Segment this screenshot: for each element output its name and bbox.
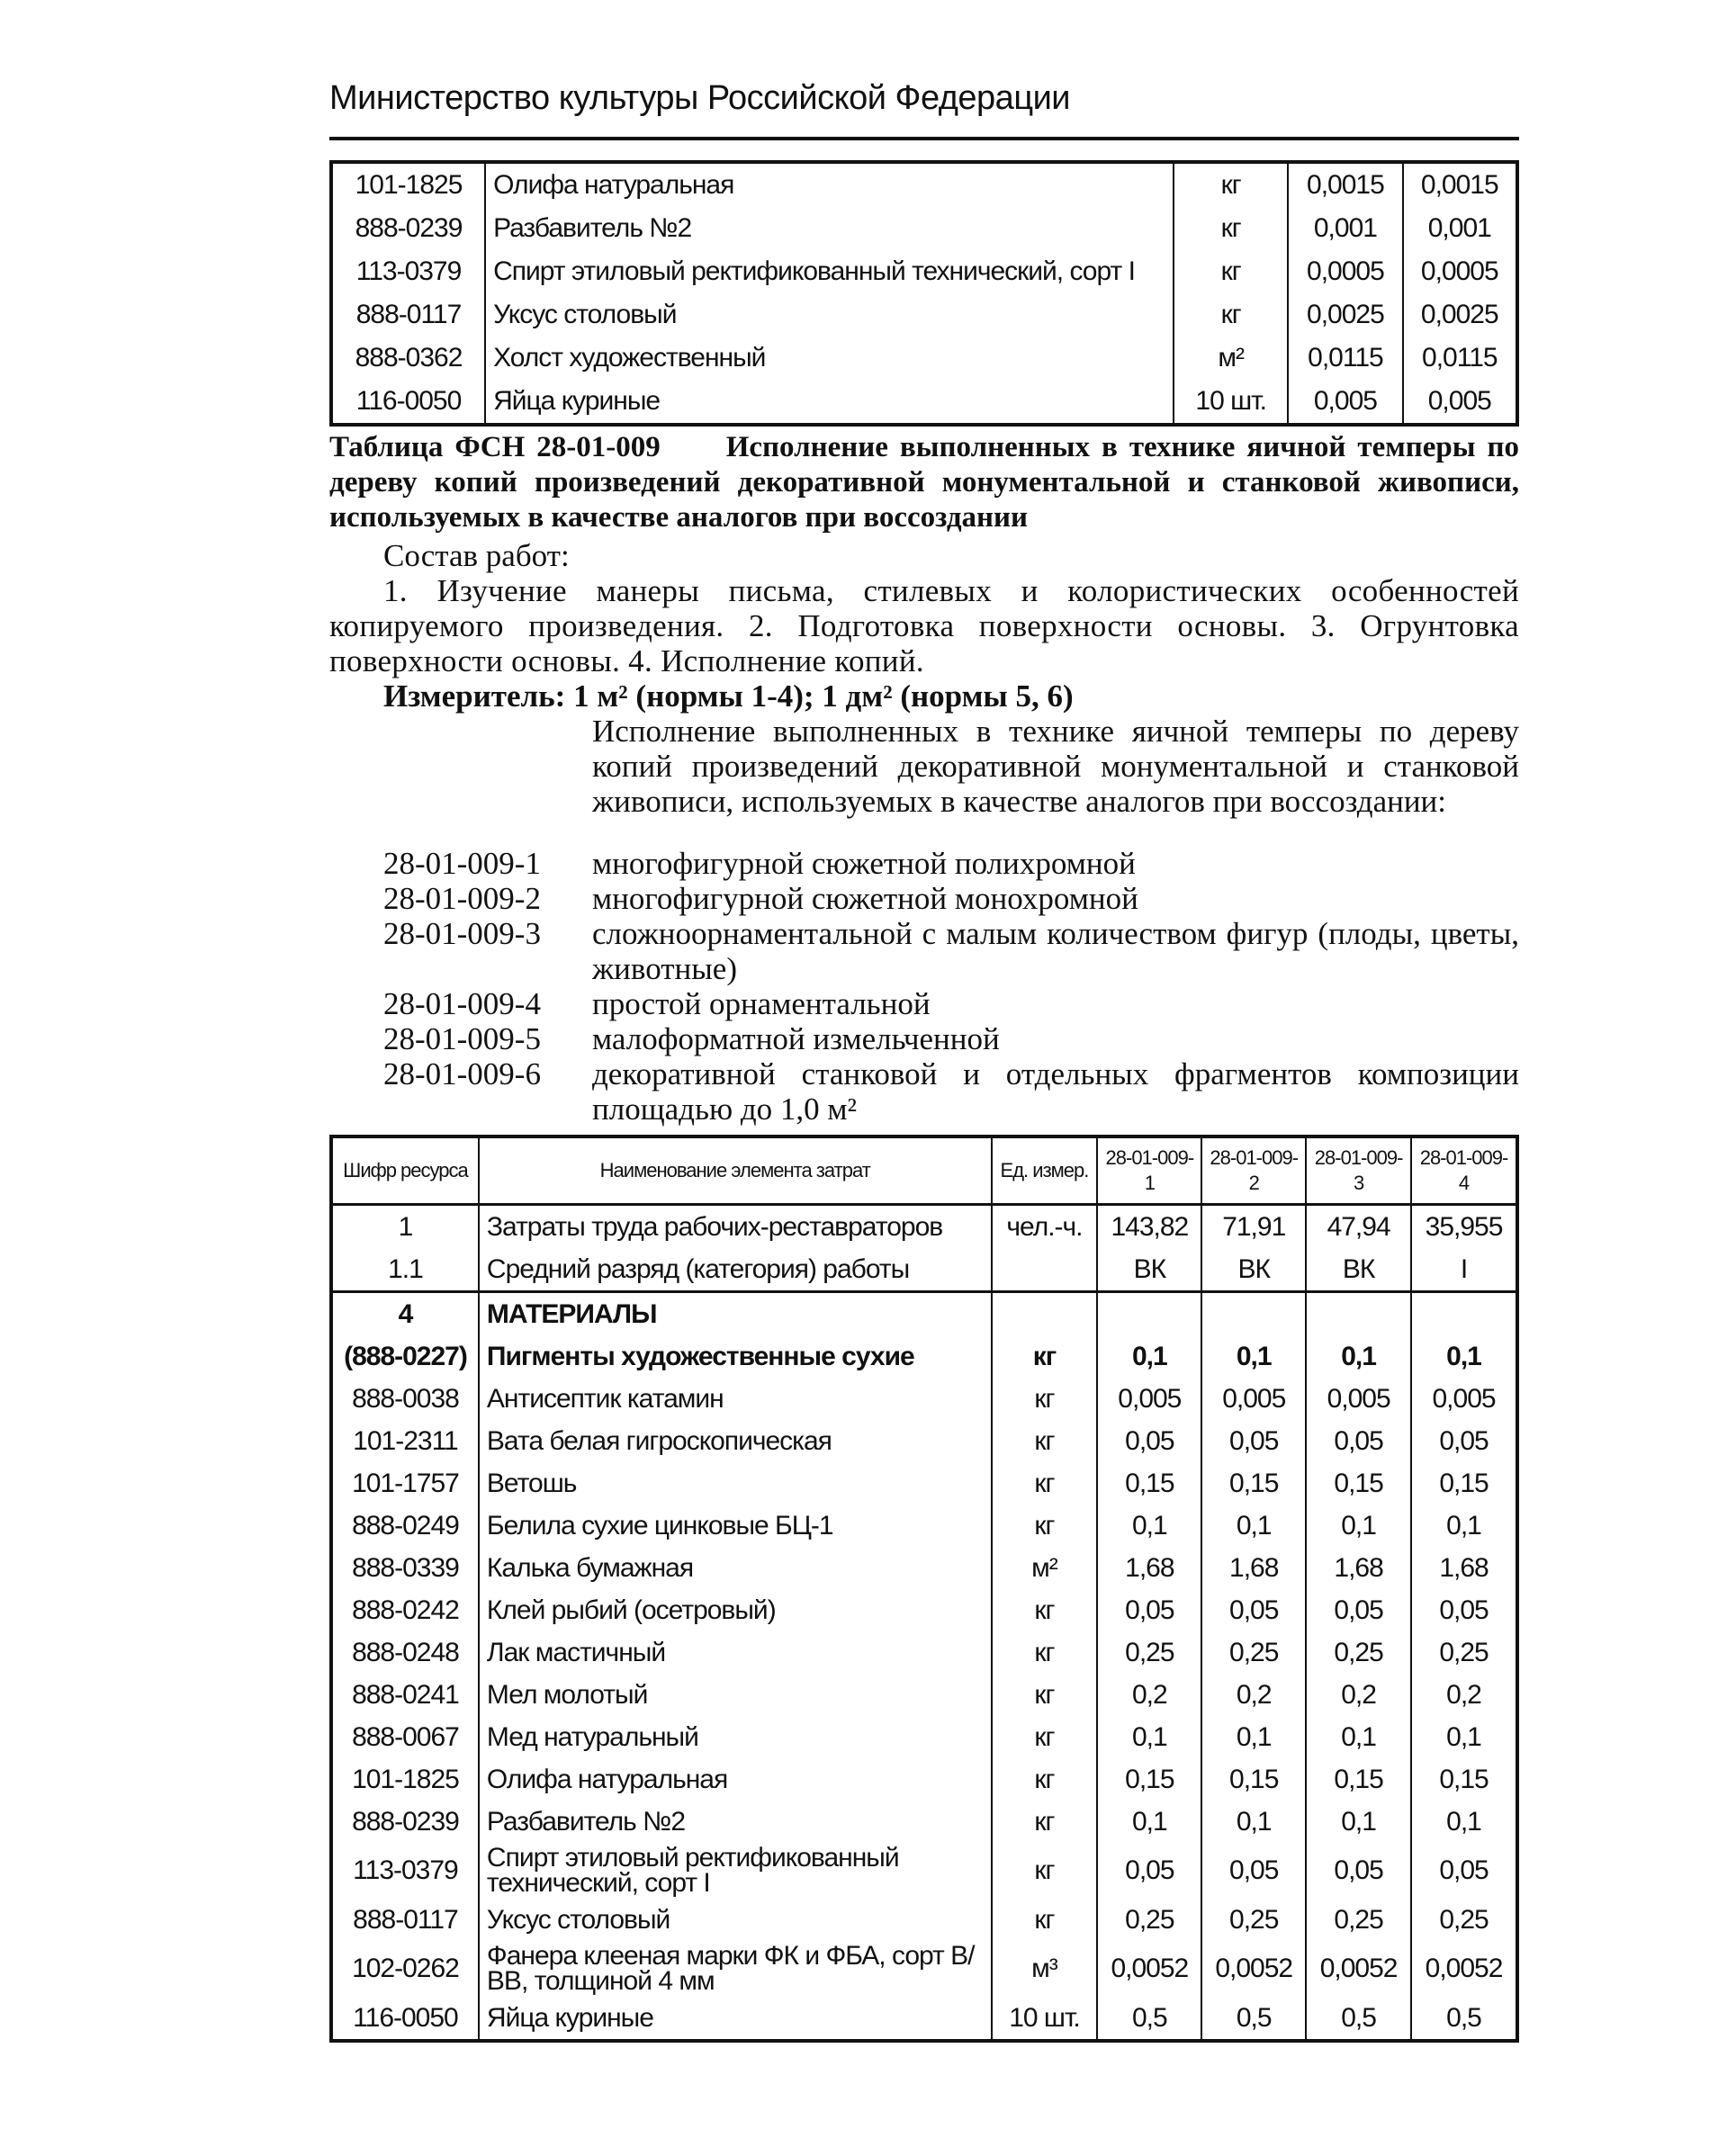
norm-value-3: 0,15 — [1306, 1758, 1411, 1801]
unit: кг — [992, 1843, 1098, 1899]
previous-table-continuation — [329, 160, 1519, 427]
resource-code: 888-0117 — [331, 1899, 479, 1941]
resource-name: Спирт этиловый ректификованный технический, сорт I — [485, 250, 1174, 293]
column-header: 28-01-009-2 — [1201, 1136, 1306, 1205]
resource-code: 888-0339 — [331, 1547, 479, 1589]
norm-value-3: 0,1 — [1306, 1801, 1411, 1843]
cost-element-name: Лак мастичный — [479, 1631, 992, 1674]
norm-value-3: 0,5 — [1306, 1997, 1411, 2041]
resource-code: 1 — [331, 1205, 479, 1249]
table-heading — [329, 430, 1519, 535]
value: 0,0025 — [1288, 293, 1402, 337]
cost-element-name: Затраты труда рабочих-реставраторов — [479, 1205, 992, 1249]
unit: м³ — [992, 1941, 1098, 1997]
table-row — [331, 1462, 1517, 1505]
resource-code: 888-0242 — [331, 1589, 479, 1631]
table-header-row — [331, 1136, 1517, 1205]
norm-value-2: 0,15 — [1201, 1758, 1306, 1801]
norm-item — [383, 986, 1519, 1021]
resource-name: Яйца куриные — [485, 380, 1174, 425]
table-row — [331, 1335, 1517, 1378]
norm-value-2: 0,005 — [1201, 1378, 1306, 1420]
norms-list — [383, 846, 1519, 1127]
column-header: Шифр ресурса — [331, 1136, 479, 1205]
norm-value-3: 0,1 — [1306, 1716, 1411, 1758]
table-row — [331, 1758, 1517, 1801]
norm-text: многофигурной сюжетной полихромной — [592, 846, 1136, 881]
norm-code: 28-01-009-6 — [383, 1056, 541, 1091]
norm-value-2: 0,25 — [1201, 1899, 1306, 1941]
norm-value-2: 0,0052 — [1201, 1941, 1306, 1997]
norm-value-3: 0,0052 — [1306, 1941, 1411, 1997]
norm-value-3: 0,25 — [1306, 1631, 1411, 1674]
resource-name: Уксус столовый — [485, 293, 1174, 337]
value: 0,0015 — [1288, 162, 1402, 207]
unit: кг — [992, 1716, 1098, 1758]
value: 0,001 — [1288, 207, 1402, 250]
cost-element-name: Мел молотый — [479, 1674, 992, 1716]
resource-code: 101-1825 — [331, 162, 485, 207]
table-row — [331, 1589, 1517, 1631]
norm-code: 28-01-009-2 — [383, 881, 541, 916]
cost-element-name: Клей рыбий (осетровый) — [479, 1589, 992, 1631]
resource-code: 888-0038 — [331, 1378, 479, 1420]
norm-value-1: 0,05 — [1097, 1589, 1201, 1631]
resource-code: 888-0117 — [331, 293, 485, 337]
header-rule — [329, 137, 1519, 140]
resource-code: 113-0379 — [331, 1843, 479, 1899]
table-row — [331, 1843, 1517, 1899]
resource-norms-table — [329, 1135, 1519, 2043]
resource-code: 101-1757 — [331, 1462, 479, 1505]
unit: кг — [992, 1631, 1098, 1674]
page-header: Министерство культуры Российской Федерации — [329, 79, 1071, 117]
norm-value-4: 0,1 — [1411, 1716, 1517, 1758]
resource-code: 101-2311 — [331, 1420, 479, 1462]
composition-text: 1. Изучение манеры письма, стилевых и колористических особенностей копируемого произведения. 2. Подготовка поверхности основы. 3. Огрунтовка поверхности основы. 4. Исполнение копий. — [329, 573, 1519, 678]
norm-value-4: 35,955 — [1411, 1205, 1517, 1249]
resource-code: (888-0227) — [331, 1335, 479, 1378]
norm-code: 28-01-009-1 — [383, 846, 541, 881]
resource-code: 102-0262 — [331, 1941, 479, 1997]
norm-value-2 — [1201, 1292, 1306, 1336]
resource-code: 113-0379 — [331, 250, 485, 293]
cost-element-name: Белила сухие цинковые БЦ-1 — [479, 1505, 992, 1547]
resource-name: Олифа натуральная — [485, 162, 1174, 207]
norm-value-1: ВК — [1097, 1248, 1201, 1292]
resource-code: 116-0050 — [331, 380, 485, 425]
unit: кг — [1174, 207, 1288, 250]
cost-element-name: Калька бумажная — [479, 1547, 992, 1589]
unit: кг — [992, 1589, 1098, 1631]
composition-label: Состав работ: — [383, 538, 570, 573]
unit: кг — [1174, 162, 1288, 207]
value: 0,0005 — [1403, 250, 1517, 293]
norm-item — [383, 881, 1519, 916]
norm-value-4: 0,1 — [1411, 1801, 1517, 1843]
unit: кг — [992, 1378, 1098, 1420]
norm-value-1: 0,1 — [1097, 1505, 1201, 1547]
norm-value-3: 1,68 — [1306, 1547, 1411, 1589]
table-row — [331, 1631, 1517, 1674]
measure-unit: Измеритель: 1 м² (нормы 1-4); 1 дм² (нормы 5, 6) — [383, 678, 1074, 714]
column-header: 28-01-009-4 — [1411, 1136, 1517, 1205]
unit: м² — [992, 1547, 1098, 1589]
table-row — [331, 250, 1517, 293]
norm-code: 28-01-009-5 — [383, 1021, 541, 1056]
value: 0,0005 — [1288, 250, 1402, 293]
norm-value-4: 0,15 — [1411, 1758, 1517, 1801]
table-row — [331, 1899, 1517, 1941]
norm-value-4: 0,05 — [1411, 1589, 1517, 1631]
table-row — [331, 1292, 1517, 1336]
norm-value-2: 0,25 — [1201, 1631, 1306, 1674]
table-row — [331, 1716, 1517, 1758]
norm-value-4: 0,25 — [1411, 1631, 1517, 1674]
resource-code: 1.1 — [331, 1248, 479, 1292]
norm-value-4 — [1411, 1292, 1517, 1336]
norm-value-3: 0,15 — [1306, 1462, 1411, 1505]
resource-name: Холст художественный — [485, 337, 1174, 380]
norm-value-4: 1,68 — [1411, 1547, 1517, 1589]
column-header: Ед. измер. — [992, 1136, 1098, 1205]
norm-value-1: 0,05 — [1097, 1843, 1201, 1899]
norm-item — [383, 1056, 1519, 1127]
norm-value-4: 0,05 — [1411, 1843, 1517, 1899]
unit: кг — [992, 1420, 1098, 1462]
cost-element-name: Ветошь — [479, 1462, 992, 1505]
norm-text: малоформатной измельченной — [592, 1021, 1000, 1056]
table-row — [331, 1420, 1517, 1462]
norm-code: 28-01-009-3 — [383, 916, 541, 951]
cost-element-name: Яйца куриные — [479, 1997, 992, 2041]
table-row — [331, 337, 1517, 380]
norm-value-3 — [1306, 1292, 1411, 1336]
resource-code: 888-0362 — [331, 337, 485, 380]
resource-code: 888-0249 — [331, 1505, 479, 1547]
value: 0,0015 — [1403, 162, 1517, 207]
table-title: Исполнение выполненных в технике яичной темперы по дереву копий произведений декоративной монументальной и станковой живописи, используемых в качестве аналогов при воссоздании — [329, 431, 1519, 534]
unit: чел.-ч. — [992, 1205, 1098, 1249]
norm-value-1: 0,1 — [1097, 1716, 1201, 1758]
norm-value-1 — [1097, 1292, 1201, 1336]
norm-value-3: ВК — [1306, 1248, 1411, 1292]
norm-value-2: 71,91 — [1201, 1205, 1306, 1249]
norm-value-1: 0,25 — [1097, 1899, 1201, 1941]
norm-value-1: 0,2 — [1097, 1674, 1201, 1716]
table-row — [331, 1547, 1517, 1589]
norm-value-3: 0,1 — [1306, 1335, 1411, 1378]
table-row — [331, 1248, 1517, 1292]
norm-value-1: 0,005 — [1097, 1378, 1201, 1420]
norm-item — [383, 846, 1519, 881]
unit: кг — [992, 1674, 1098, 1716]
unit: 10 шт. — [992, 1997, 1098, 2041]
resource-code: 888-0241 — [331, 1674, 479, 1716]
cost-element-name: Антисептик катамин — [479, 1378, 992, 1420]
cost-element-name: Фанера клееная марки ФК и ФБА, сорт В/ВВ, толщиной 4 мм — [479, 1941, 992, 1997]
norms-intro: Исполнение выполненных в технике яичной темперы по дереву копий произведений декоративной монументальной и станковой живописи, используемых в качестве аналогов при воссоздании: — [592, 714, 1519, 819]
unit: кг — [992, 1758, 1098, 1801]
norm-value-1: 0,15 — [1097, 1758, 1201, 1801]
value: 0,0115 — [1288, 337, 1402, 380]
unit — [992, 1292, 1098, 1336]
unit: кг — [992, 1801, 1098, 1843]
norm-value-1: 0,25 — [1097, 1631, 1201, 1674]
table-row — [331, 1205, 1517, 1249]
norm-value-2: 0,2 — [1201, 1674, 1306, 1716]
value: 0,005 — [1288, 380, 1402, 425]
norm-value-1: 0,0052 — [1097, 1941, 1201, 1997]
resource-code: 888-0239 — [331, 207, 485, 250]
column-header: 28-01-009-1 — [1097, 1136, 1201, 1205]
unit: кг — [1174, 293, 1288, 337]
norm-value-2: ВК — [1201, 1248, 1306, 1292]
norm-value-4: 0,25 — [1411, 1899, 1517, 1941]
cost-element-name: Спирт этиловый ректификованный технический, сорт I — [479, 1843, 992, 1899]
table-row — [331, 1674, 1517, 1716]
norm-value-3: 0,1 — [1306, 1505, 1411, 1547]
norm-text: сложноорнаментальной с малым количеством фигур (плоды, цветы, животные) — [592, 916, 1519, 986]
table-row — [331, 293, 1517, 337]
norm-value-3: 0,25 — [1306, 1899, 1411, 1941]
value: 0,005 — [1403, 380, 1517, 425]
norm-text: декоративной станковой и отдельных фрагментов композиции площадью до 1,0 м² — [592, 1056, 1519, 1127]
norm-value-4: 0,2 — [1411, 1674, 1517, 1716]
resource-code: 101-1825 — [331, 1758, 479, 1801]
norm-value-2: 0,1 — [1201, 1801, 1306, 1843]
norm-value-4: 0,1 — [1411, 1335, 1517, 1378]
cost-element-name: Разбавитель №2 — [479, 1801, 992, 1843]
cost-element-name: Уксус столовый — [479, 1899, 992, 1941]
unit: 10 шт. — [1174, 380, 1288, 425]
norm-value-2: 0,15 — [1201, 1462, 1306, 1505]
norm-value-2: 0,05 — [1201, 1420, 1306, 1462]
unit: кг — [992, 1462, 1098, 1505]
norm-value-1: 0,1 — [1097, 1335, 1201, 1378]
norm-value-1: 0,1 — [1097, 1801, 1201, 1843]
norm-value-4: 0,1 — [1411, 1505, 1517, 1547]
norm-value-3: 0,05 — [1306, 1843, 1411, 1899]
work-composition — [329, 538, 1519, 678]
value: 0,0025 — [1403, 293, 1517, 337]
norm-value-2: 0,1 — [1201, 1716, 1306, 1758]
value: 0,0115 — [1403, 337, 1517, 380]
norm-code: 28-01-009-4 — [383, 986, 541, 1021]
norm-text: простой орнаментальной — [592, 986, 931, 1021]
table-row — [331, 1378, 1517, 1420]
norm-value-2: 0,1 — [1201, 1505, 1306, 1547]
norm-value-2: 0,1 — [1201, 1335, 1306, 1378]
norm-value-3: 47,94 — [1306, 1205, 1411, 1249]
norm-value-4: 0,5 — [1411, 1997, 1517, 2041]
column-header: 28-01-009-3 — [1306, 1136, 1411, 1205]
table-row — [331, 1505, 1517, 1547]
cost-element-name: Вата белая гигроскопическая — [479, 1420, 992, 1462]
unit — [992, 1248, 1098, 1292]
cost-element-name: Олифа натуральная — [479, 1758, 992, 1801]
norm-item — [383, 916, 1519, 986]
norm-value-4: 0,0052 — [1411, 1941, 1517, 1997]
norm-value-4: 0,05 — [1411, 1420, 1517, 1462]
table-row — [331, 1941, 1517, 1997]
unit: кг — [992, 1899, 1098, 1941]
cost-element-name: МАТЕРИАЛЫ — [479, 1292, 992, 1336]
norm-item — [383, 1021, 1519, 1056]
norm-value-4: 0,005 — [1411, 1378, 1517, 1420]
column-header: Наименование элемента затрат — [479, 1136, 992, 1205]
norm-value-1: 0,05 — [1097, 1420, 1201, 1462]
norm-value-4: I — [1411, 1248, 1517, 1292]
value: 0,001 — [1403, 207, 1517, 250]
table-code: Таблица ФСН 28-01-009 — [329, 431, 661, 463]
table-row — [331, 162, 1517, 207]
norm-value-3: 0,005 — [1306, 1378, 1411, 1420]
norm-value-2: 0,5 — [1201, 1997, 1306, 2041]
norm-value-1: 143,82 — [1097, 1205, 1201, 1249]
norm-value-3: 0,2 — [1306, 1674, 1411, 1716]
resource-name: Разбавитель №2 — [485, 207, 1174, 250]
unit: кг — [992, 1335, 1098, 1378]
table-row — [331, 1997, 1517, 2041]
table-row — [331, 380, 1517, 425]
norm-value-2: 1,68 — [1201, 1547, 1306, 1589]
norm-value-2: 0,05 — [1201, 1589, 1306, 1631]
unit: м² — [1174, 337, 1288, 380]
unit: кг — [1174, 250, 1288, 293]
norm-value-1: 0,15 — [1097, 1462, 1201, 1505]
norm-value-1: 0,5 — [1097, 1997, 1201, 2041]
resource-code: 888-0067 — [331, 1716, 479, 1758]
norm-value-4: 0,15 — [1411, 1462, 1517, 1505]
resource-code: 888-0239 — [331, 1801, 479, 1843]
unit: кг — [992, 1505, 1098, 1547]
norm-text: многофигурной сюжетной монохромной — [592, 881, 1138, 916]
norm-value-2: 0,05 — [1201, 1843, 1306, 1899]
cost-element-name: Средний разряд (категория) работы — [479, 1248, 992, 1292]
resource-code: 116-0050 — [331, 1997, 479, 2041]
resource-code: 4 — [331, 1292, 479, 1336]
cost-element-name: Мед натуральный — [479, 1716, 992, 1758]
table-row — [331, 1801, 1517, 1843]
norm-value-3: 0,05 — [1306, 1589, 1411, 1631]
norm-value-3: 0,05 — [1306, 1420, 1411, 1462]
resource-code: 888-0248 — [331, 1631, 479, 1674]
table-row — [331, 207, 1517, 250]
norm-value-1: 1,68 — [1097, 1547, 1201, 1589]
cost-element-name: Пигменты художественные сухие — [479, 1335, 992, 1378]
